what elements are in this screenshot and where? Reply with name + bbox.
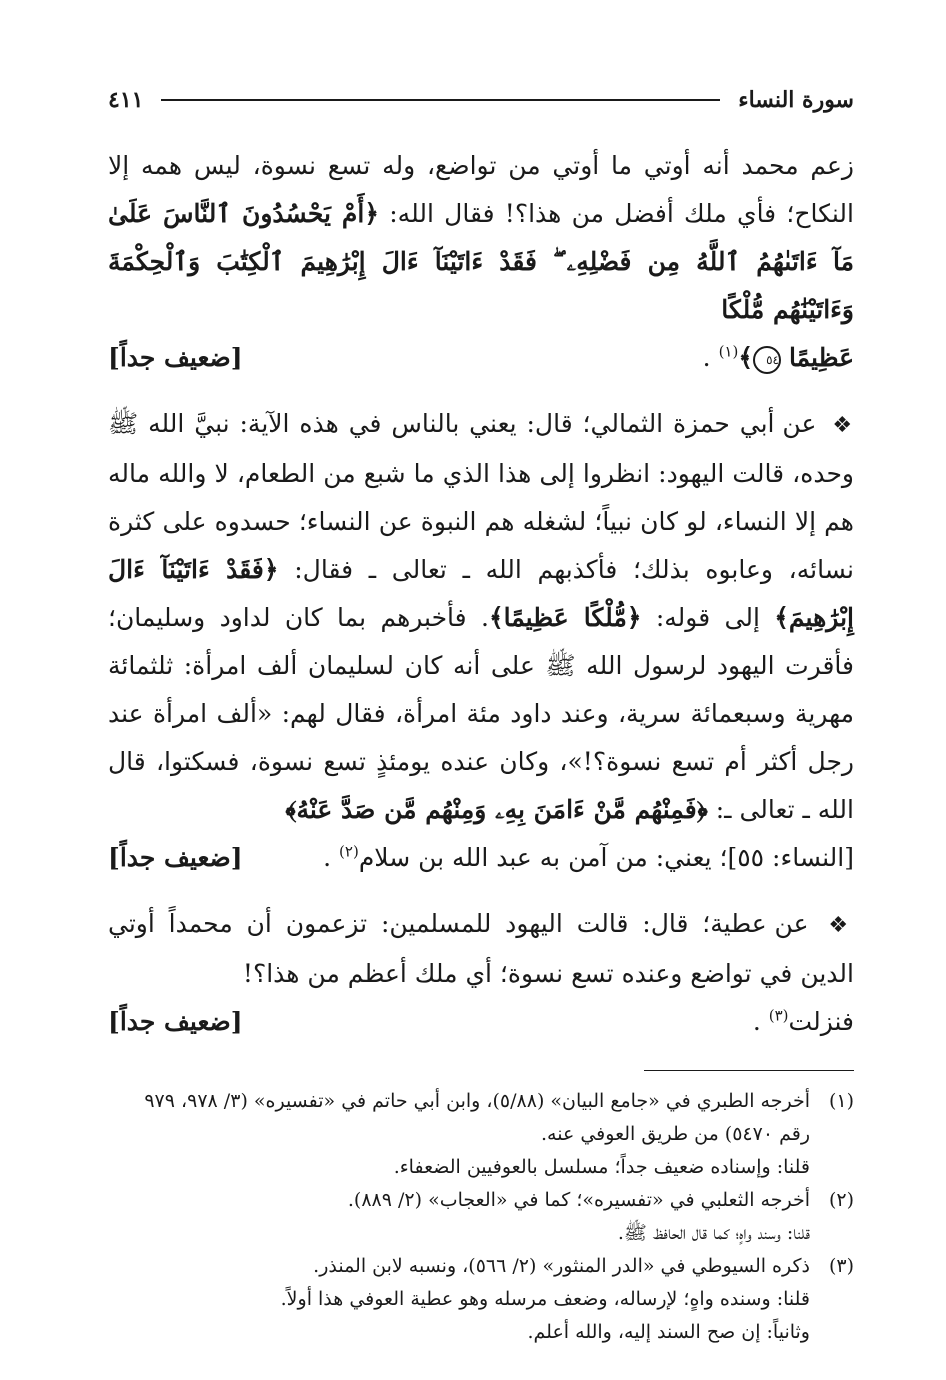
book-page: [108, 80, 854, 1343]
bullet-icon: ❖: [828, 913, 854, 938]
paragraph-1-verse-end: [703, 334, 854, 382]
page-header: [108, 80, 854, 120]
paragraph-1-last-line: [108, 334, 854, 382]
footnote-number: (١): [828, 1090, 854, 1112]
quran-close-bracket: ﴾: [738, 343, 753, 372]
footnote-note: قلنا: وإسناده ضعيف جداً؛ مسلسل بالعوفيين الضعفاء.: [393, 1156, 810, 1178]
surah-title: سورة النساء: [738, 87, 854, 113]
page-number: ٤١١: [108, 87, 144, 113]
paragraph-3: [108, 900, 854, 1046]
paragraph-2-last-text: [النساء: ٥٥]؛ يعني: من آمن به عبد الله بن سلام: [358, 843, 854, 872]
quran-verse-4: ﴿فَمِنْهُم مَّنْ ءَامَنَ بِهِۦ وَمِنْهُم مَّن صَدَّ عَنْهُ﴾: [285, 795, 708, 824]
paragraph-1-period: .: [702, 343, 711, 372]
footnote-3: [108, 1250, 854, 1349]
footnote-text: ذكره السيوطي في «الدر المنثور» (٢/ ٥٦٦)، ونسبه لابن المنذر.: [313, 1255, 810, 1277]
paragraph-2-ending: [323, 834, 854, 882]
footnotes: [108, 1085, 854, 1349]
footnote-text: أخرجه الثعلبي في «تفسيره»؛ كما في «العجاب» (٢/ ٨٨٩).: [347, 1189, 810, 1211]
bullet-icon: ❖: [832, 413, 854, 438]
footnote-note: قلنا: وسنده واهٍ؛ لإرساله، وضعف مرسله وهو عطية العوفي هذا أولاً.: [280, 1288, 810, 1310]
quran-verse-1-part-3: عَظِيمًا: [788, 343, 854, 372]
footnote-text: أخرجه الطبري في «جامع البيان» (٥/٨٨)، وابن أبي حاتم في «تفسيره» (٣/ ٩٧٨، ٩٧٩ رقم ٥٤٧٠) من طريق العوفي عنه.: [144, 1090, 810, 1145]
ayah-number-marker: ٥٤: [753, 346, 781, 374]
quran-verse-1-part-2: ءَاتَىٰهُمُ ٱللَّهُ مِن فَضْلِهِۦ ۖ فَقَدْ ءَاتَيْنَآ ءَالَ إِبْرَٰهِيمَ ٱلْكِتَٰبَ وَٱلْحِكْمَةَ وَءَاتَيْنَٰهُم مُّلْكًا: [108, 247, 854, 324]
footnote-2: [108, 1184, 854, 1250]
paragraph-2-text-b: إلى قوله:: [641, 603, 775, 632]
footnote-ref-3[interactable]: (٣): [768, 1006, 789, 1025]
paragraph-2: [108, 400, 854, 882]
paragraph-3-last-line: [108, 998, 854, 1046]
footnote-number: (٣): [828, 1255, 854, 1277]
footnote-body: [108, 1085, 810, 1184]
paragraph-3-ending: [753, 998, 854, 1046]
footnote-body: [108, 1250, 810, 1349]
grade-label-2: [ضعيف جداً]: [108, 843, 243, 872]
main-text: [108, 142, 854, 1046]
paragraph-1-line-1: زعم محمد أنه أوتي ما أوتي من تواضع، وله تسع نسوة، ليس همه إلا: [108, 151, 854, 180]
paragraph-2-last-line: [108, 834, 854, 882]
footnote-note: قلنا: وسند واهٍ؛ كما قال الحافظ ﷺ.: [617, 1222, 810, 1244]
footnote-1: [108, 1085, 854, 1184]
paragraph-1: [108, 142, 854, 382]
footnote-number: (٢): [828, 1189, 854, 1211]
grade-label-3: [ضعيف جداً]: [108, 1007, 243, 1036]
paragraph-3-text: عن عطية؛ قال: قالت اليهود للمسلمين: تزعمون أن محمداً أوتي الدين في تواضع وعنده تسع نسوة؛ أي ملك أعظم من هذا؟!: [108, 909, 854, 988]
quran-verse-2: ﴿فَقَدْ ءَاتَيْنَآ ءَالَ إِبْرَٰهِيمَ﴾: [108, 555, 854, 632]
quran-verse-3: ﴿مُّلْكًا عَظِيمًا﴾: [488, 603, 642, 632]
paragraph-1-line-2: النكاح؛ فأي ملك أفضل من هذا؟! فقال الله:: [379, 199, 854, 228]
footnote-body: [108, 1184, 810, 1250]
paragraph-2-text-c: . فأخبرهم بما كان لداود وسليمان؛ فأقرت اليهود لرسول الله ﷺ على أنه كان لسليمان ألف امرأة: ثلثمائة مهرية وسبعمائة سرية، وعند داود مئة امرأة، فقال لهم: «ألف امرأة عند رجل أكثر أم تسع نسوة؟!»، وكان عنده يومئذٍ تسع نسوة، فسكتوا، قال الله ـ تعالى ـ:: [108, 603, 854, 824]
grade-label-1: [ضعيف جداً]: [108, 343, 243, 372]
paragraph-2-period: .: [323, 843, 332, 872]
paragraph-3-last-text: فنزلت: [788, 1007, 854, 1036]
footnote-ref-2[interactable]: (٢): [339, 842, 359, 861]
footnote-note: وثانياً: إن صح السند إليه، والله أعلم.: [527, 1321, 810, 1343]
footnote-separator: [644, 1070, 854, 1071]
paragraph-3-period: .: [752, 1007, 761, 1036]
paragraph-2-text-a: عن أبي حمزة الثمالي؛ قال: يعني بالناس في هذه الآية: نبيَّ الله ﷺ وحده، قالت اليهود: انظروا إلى هذا الذي ما شبع من الطعام، لا والله ماله هم إلا النساء، لو كان نبياً؛ لشغله هم النبوة عن النساء؛ حسدوه على كثرة نسائه، وعابوه بذلك؛ فأكذبهم الله ـ تعالى ـ فقال:: [108, 409, 854, 584]
footnote-ref-1[interactable]: (١): [718, 342, 739, 361]
quran-verse-1-part-1: ﴿أَمْ يَحْسُدُونَ ٱلنَّاسَ عَلَىٰ مَآ: [108, 199, 854, 276]
header-rule: [161, 99, 720, 101]
